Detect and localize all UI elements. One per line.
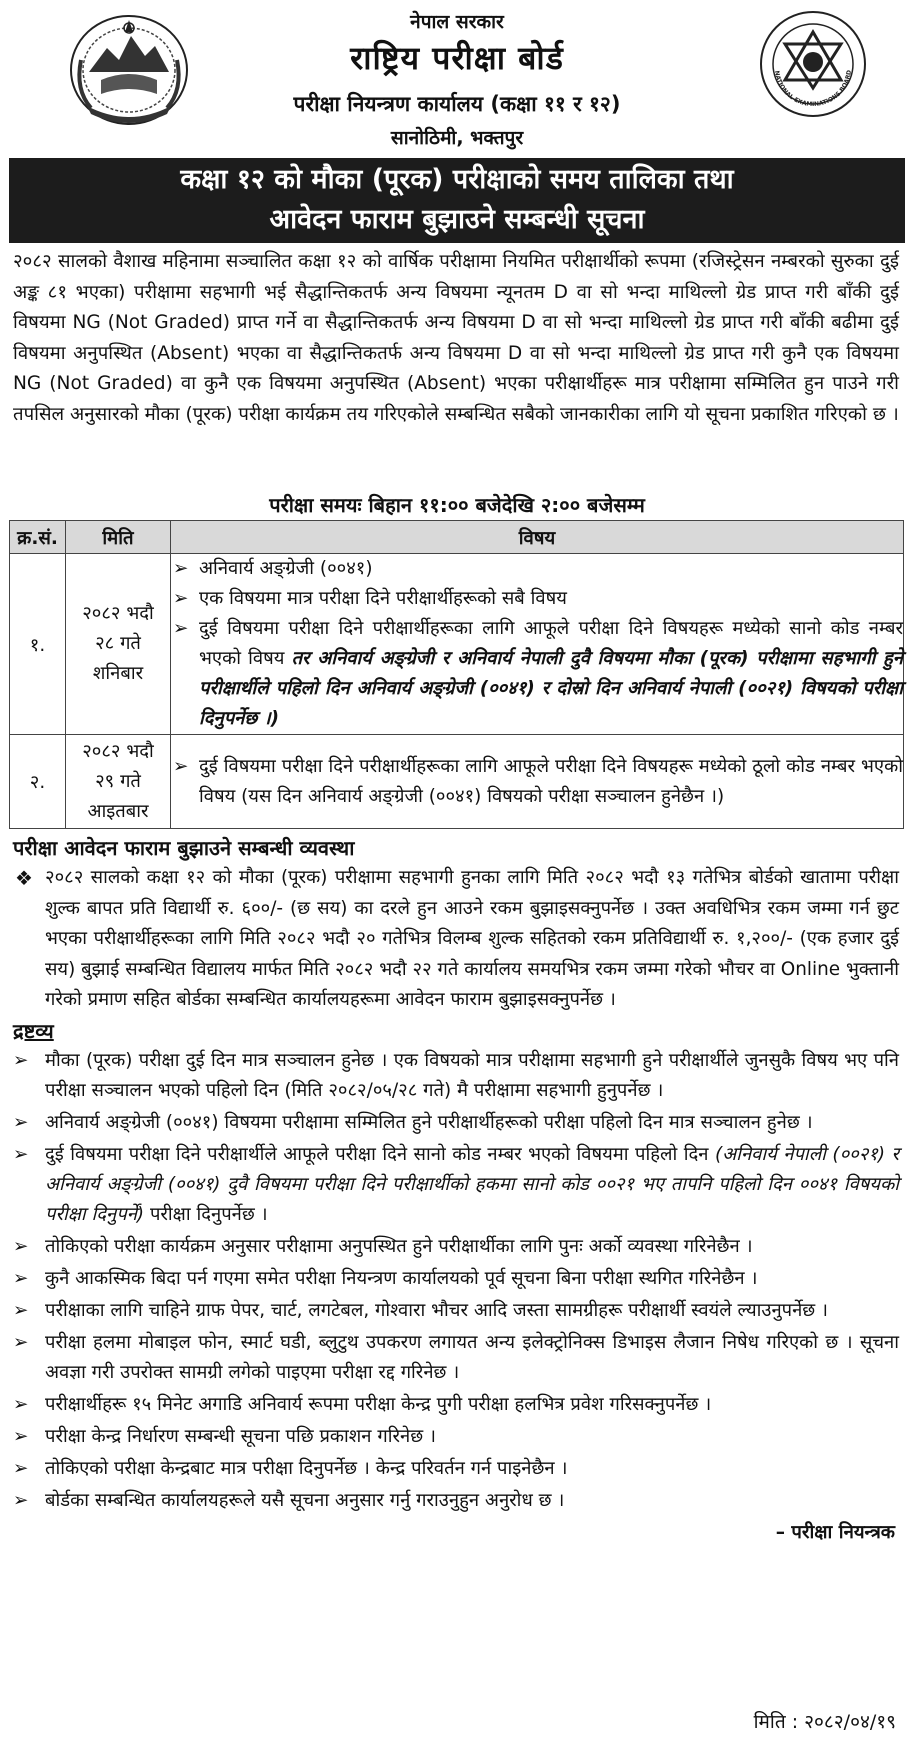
arrow-bullet-icon: ➢ [173, 558, 189, 579]
office-name: परीक्षा नियन्त्रण कार्यालय (कक्षा ११ र १२) [293, 92, 621, 116]
office-address: सानोठिमी, भक्तपुर [390, 127, 524, 149]
list-item: ➢ तोकिएको परीक्षा कार्यक्रम अनुसार परीक्षामा अनुपस्थित हुने परीक्षार्थीका लागि पुनः अर्को व्यवस्था गरिनेछैन । [9, 1232, 905, 1262]
arrow-bullet-icon: ➢ [13, 1331, 29, 1353]
col-header-sn: क्र.सं. [10, 521, 66, 554]
arrow-bullet-icon: ➢ [13, 1143, 29, 1165]
exam-time: परीक्षा समयः बिहान ११:०० बजेदेखि २:०० बजेसम्म [269, 493, 645, 517]
date-line: २९ गते [95, 770, 141, 792]
note-italic: (अनिवार्य नेपाली (००२१) र अनिवार्य अङ्ग्रेजी (००४१) दुवै विषयमा परीक्षा दिने परीक्षार्थीको हकमा सानो कोड ००२१ भए तापनि पहिलो दिन ००४१ विषयको परीक्षा दिनुपर्ने) [45, 1143, 899, 1225]
subject-item: ➢ दुई विषयमा परीक्षा दिने परीक्षार्थीहरूका लागि आफूले परीक्षा दिने विषयहरू मध्येको सानो कोड नम्बर भएको विषय तर अनिवार्य अङ्ग्रेजी र अनिवार्य नेपाली दुवै विषयमा मौका (पूरक) परीक्षामा सहभागी हुने परीक्षार्थीले पहिलो दिन अनिवार्य अङ्ग्रेजी (००४१) र दोस्रो दिन अनिवार्य नेपाली (००२१) विषयको परीक्षा दिनुपर्नेछ ।) [171, 614, 903, 734]
signature: – परीक्षा नियन्त्रक [775, 1521, 895, 1543]
row-date [66, 554, 171, 735]
neb-seal-icon [757, 8, 869, 120]
arrow-bullet-icon: ➢ [13, 1111, 29, 1133]
application-section-title: परीक्षा आवेदन फाराम बुझाउने सम्बन्धी व्यवस्था [13, 836, 355, 860]
subject-emphasis: तर अनिवार्य अङ्ग्रेजी र अनिवार्य नेपाली दुवै विषयमा मौका (पूरक) परीक्षामा सहभागी हुने परीक्षार्थीले पहिलो दिन अनिवार्य अङ्ग्रेजी (००४१) र दोस्रो दिन अनिवार्य नेपाली (००२१) विषयको परीक्षा दिनुपर्नेछ ।) [199, 648, 903, 729]
table-row [10, 554, 904, 735]
subject-item: ➢ अनिवार्य अङ्ग्रेजी (००४१) [171, 554, 903, 584]
arrow-bullet-icon: ➢ [13, 1393, 29, 1415]
arrow-bullet-icon: ➢ [13, 1267, 29, 1289]
list-item: ➢ परीक्षार्थीहरू १५ मिनेट अगाडि अनिवार्य रूपमा परीक्षा केन्द्र पुगी परीक्षा हलभित्र प्रवेश गरिसक्नुपर्नेछ । [9, 1390, 905, 1420]
diamond-bullet-icon: ❖ [15, 866, 33, 890]
notes-title: द्रष्टव्य [13, 1018, 54, 1043]
date-line: २०८२ भदौ [82, 740, 154, 762]
row-sn: २. [10, 735, 66, 829]
arrow-bullet-icon: ➢ [173, 755, 189, 777]
list-item: ➢ बोर्डका सम्बन्धित कार्यालयहरूले यसै सूचना अनुसार गर्नु गराउनुहुन अनुरोध छ । [9, 1486, 905, 1516]
list-item: ➢ परीक्षाका लागि चाहिने ग्राफ पेपर, चार्ट, लगटेबल, गोश्वारा भौचर आदि जस्ता सामग्रीहरू परीक्षार्थी स्वयंले ल्याउनुपर्नेछ । [9, 1296, 905, 1326]
arrow-bullet-icon: ➢ [13, 1049, 29, 1071]
list-item: ➢ परीक्षा केन्द्र निर्धारण सम्बन्धी सूचना पछि प्रकाशन गरिनेछ । [9, 1422, 905, 1452]
subject-item: ➢ दुई विषयमा परीक्षा दिने परीक्षार्थीहरूका लागि आफूले परीक्षा दिने विषयहरू मध्येको ठूलो कोड नम्बर भएको विषय (यस दिन अनिवार्य अङ्ग्रेजी (००४१) विषयको परीक्षा सञ्चालन हुनेछैन ।) [171, 752, 903, 812]
application-paragraph: ❖ २०८२ सालको कक्षा १२ को मौका (पूरक) परीक्षामा सहभागी हुनका लागि मिति २०८२ भदौ १३ गतेभित्र बोर्डको खातामा परीक्षा शुल्क बापत प्रति विद्यार्थी रु. ६००/- (छ सय) का दरले हुन आउने रकम बुझाइसक्नुपर्नेछ । उक्त अवधिभित्र रकम जम्मा गर्न छुट भएका परीक्षार्थीहरूका लागि मिति २०८२ भदौ २० गतेभित्र विलम्ब शुल्क सहितको रकम प्रतिविद्यार्थी रु. १,२००/- (एक हजार दुई सय) बुझाई सम्बन्धित विद्यालय मार्फत मिति २०८२ भदौ २२ गते कार्यालय समयभित्र रकम जम्मा गरेको भौचर वा Online भुक्तानी गरेको प्रमाण सहित बोर्डका सम्बन्धित कार्यालयहरूमा आवेदन फाराम बुझाइसक्नुपर्नेछ । [9, 863, 905, 1016]
schedule-table [9, 520, 904, 829]
date-line: २८ गते [95, 633, 141, 654]
arrow-bullet-icon: ➢ [13, 1457, 29, 1479]
list-item: ➢ दुई विषयमा परीक्षा दिने परीक्षार्थीले आफूले परीक्षा दिने सानो कोड नम्बर भएको विषयमा पहिलो दिन (अनिवार्य नेपाली (००२१) र अनिवार्य अङ्ग्रेजी (००४१) दुवै विषयमा परीक्षा दिने परीक्षार्थीको हकमा सानो कोड ००२१ भए तापनि पहिलो दिन ००४१ विषयको परीक्षा दिनुपर्ने) परीक्षा दिनुपर्नेछ । [9, 1140, 905, 1230]
notice-title-line2: आवेदन फाराम बुझाउने सम्बन्धी सूचना [269, 204, 645, 235]
arrow-bullet-icon: ➢ [13, 1425, 29, 1447]
date-line: शनिबार [92, 663, 144, 684]
row-subjects [171, 554, 904, 735]
notice-title-line1: कक्षा १२ को मौका (पूरक) परीक्षाको समय तालिका तथा [180, 164, 734, 195]
government-name: नेपाल सरकार [410, 11, 504, 33]
arrow-bullet-icon: ➢ [173, 618, 189, 639]
intro-paragraph: २०८२ सालको वैशाख महिनामा सञ्चालित कक्षा १२ को वार्षिक परीक्षामा नियमित परीक्षार्थीको रूपमा (रजिस्ट्रेसन नम्बरको सुरुका दुई अङ्क ८१ भएका) परीक्षामा सहभागी भई सैद्धान्तिकतर्फ अन्य विषयमा न्यूनतम D वा सो भन्दा माथिल्लो ग्रेड प्राप्त गरी बाँकी दुई विषयमा NG (Not Graded) प्राप्त गर्ने वा सैद्धान्तिकतर्फ अन्य विषयमा D वा सो भन्दा माथिल्लो ग्रेड प्राप्त गरी बाँकी बढीमा दुई विषयमा अनुपस्थित (Absent) भएका वा सैद्धान्तिकतर्फ अन्य विषयमा D वा सो भन्दा माथिल्लो ग्रेड प्राप्त गरी कुनै एक विषयमा NG (Not Graded) वा कुनै एक विषयमा अनुपस्थित (Absent) भएका परीक्षार्थीहरू मात्र परीक्षामा सम्मिलित हुन पाउने गरी तपसिल अनुसारको मौका (पूरक) परीक्षा कार्यक्रम तय गरिएकोले सम्बन्धित सबैको जानकारीका लागि यो सूचना प्रकाशित गरिएको छ । [13, 251, 899, 425]
list-item: ➢ तोकिएको परीक्षा केन्द्रबाट मात्र परीक्षा दिनुपर्नेछ । केन्द्र परिवर्तन गर्न पाइनेछैन । [9, 1454, 905, 1484]
col-header-subject: विषय [171, 521, 904, 554]
table-row [10, 735, 904, 829]
subject-item: ➢ एक विषयमा मात्र परीक्षा दिने परीक्षार्थीहरूको सबै विषय [171, 584, 903, 614]
arrow-bullet-icon: ➢ [173, 588, 189, 609]
table-header-row [10, 521, 904, 554]
notes-list [9, 1046, 905, 1516]
list-item: ➢ मौका (पूरक) परीक्षा दुई दिन मात्र सञ्चालन हुनेछ । एक विषयको मात्र परीक्षामा सहभागी हुने परीक्षार्थीले जुनसुकै विषय भए पनि परीक्षा सञ्चालन भएको पहिलो दिन (मिति २०८२/०५/२८ गते) मै परीक्षामा सहभागी हुनुपर्नेछ । [9, 1046, 905, 1106]
notice-date: मिति : २०८२/०४/१९ [753, 1711, 896, 1733]
list-item: ➢ कुनै आकस्मिक बिदा पर्न गएमा समेत परीक्षा नियन्त्रण कार्यालयको पूर्व सूचना बिना परीक्षा स्थगित गरिनेछैन । [9, 1264, 905, 1294]
seal-text: NATIONAL EXAMINATIONS BOARD [773, 69, 853, 109]
row-sn: १. [10, 554, 66, 735]
row-subjects [171, 735, 904, 829]
date-line: २०८२ भदौ [82, 603, 154, 624]
list-item: ➢ परीक्षा हलमा मोबाइल फोन, स्मार्ट घडी, ब्लुटुथ उपकरण लगायत अन्य इलेक्ट्रोनिक्स डिभाइस लैजान निषेध गरिएको छ । सूचना अवज्ञा गरी उपरोक्त सामग्री लगेको पाइएमा परीक्षा रद्द गरिनेछ । [9, 1328, 905, 1388]
board-name: राष्ट्रिय परीक्षा बोर्ड [350, 39, 564, 77]
notice-title [9, 158, 905, 243]
row-date [66, 735, 171, 829]
date-line: आइतबार [87, 800, 149, 822]
arrow-bullet-icon: ➢ [13, 1489, 29, 1511]
letterhead [9, 0, 905, 158]
arrow-bullet-icon: ➢ [13, 1235, 29, 1257]
list-item: ➢ अनिवार्य अङ्ग्रेजी (००४१) विषयमा परीक्षामा सम्मिलित हुने परीक्षार्थीहरूको परीक्षा पहिलो दिन मात्र सञ्चालन हुनेछ । [9, 1108, 905, 1138]
col-header-date: मिति [66, 521, 171, 554]
arrow-bullet-icon: ➢ [13, 1299, 29, 1321]
